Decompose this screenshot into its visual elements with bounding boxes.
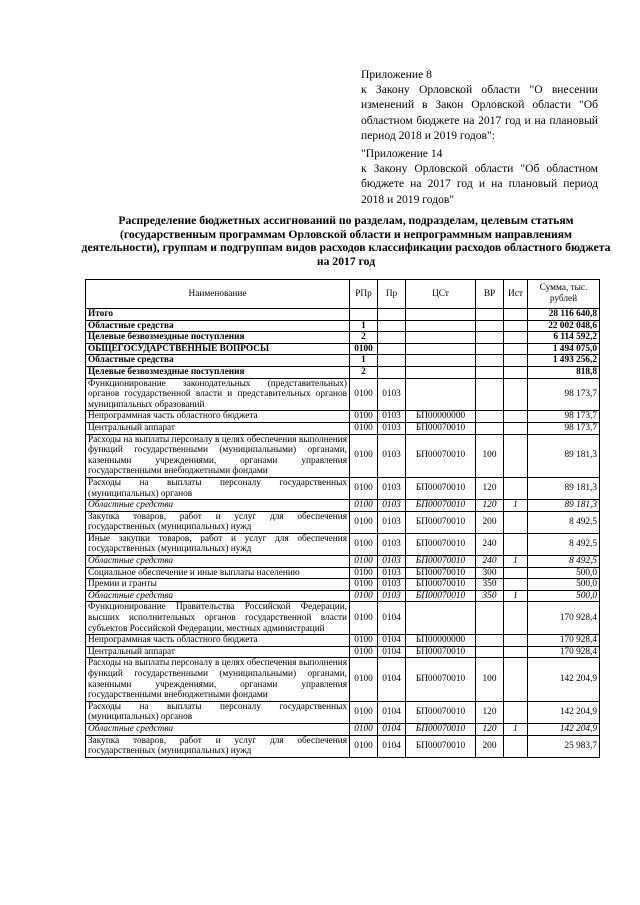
cell-sum: 28 116 640,8	[528, 309, 600, 321]
cell-ist: 1	[504, 590, 528, 602]
cell-vr: 100	[476, 434, 504, 477]
cell-cst	[406, 366, 476, 378]
cell-vr	[476, 646, 504, 658]
cell-cst: БП00070010	[406, 434, 476, 477]
cell-name: Закупка товаров, работ и услуг для обеспечения государственных (муниципальных) нужд	[86, 735, 350, 757]
cell-pr: 0103	[378, 422, 406, 434]
cell-sum: 818,8	[528, 366, 600, 378]
cell-rpr: 2	[350, 332, 378, 344]
table-row	[86, 635, 600, 647]
cell-rpr: 0100	[350, 579, 378, 591]
cell-name: Итого	[86, 309, 350, 321]
cell-ist	[504, 366, 528, 378]
cell-vr: 240	[476, 556, 504, 568]
table-row	[86, 332, 600, 344]
table-row	[86, 567, 600, 579]
cell-vr	[476, 602, 504, 635]
cell-ist: 1	[504, 500, 528, 512]
cell-pr: 0103	[378, 579, 406, 591]
cell-cst: БП00070010	[406, 723, 476, 735]
cell-sum: 500,0	[528, 579, 600, 591]
cell-cst: БП00070010	[406, 701, 476, 723]
cell-cst: БП00000000	[406, 635, 476, 647]
cell-sum: 142 204,9	[528, 701, 600, 723]
cell-sum: 6 114 592,2	[528, 332, 600, 344]
appendix-8-title: Приложение 8	[361, 68, 432, 81]
cell-vr: 120	[476, 723, 504, 735]
cell-sum: 22 002 048,6	[528, 320, 600, 332]
cell-vr	[476, 309, 504, 321]
cell-rpr: 0100	[350, 434, 378, 477]
cell-sum: 89 181,3	[528, 434, 600, 477]
cell-sum: 8 492,5	[528, 556, 600, 568]
cell-vr	[476, 320, 504, 332]
cell-cst	[406, 602, 476, 635]
cell-pr: 0104	[378, 701, 406, 723]
cell-vr: 300	[476, 567, 504, 579]
cell-pr: 0103	[378, 500, 406, 512]
cell-rpr: 0100	[350, 723, 378, 735]
cell-ist	[504, 343, 528, 355]
cell-pr	[378, 355, 406, 367]
cell-ist	[504, 320, 528, 332]
cell-vr	[476, 332, 504, 344]
table-row	[86, 355, 600, 367]
cell-ist	[504, 635, 528, 647]
cell-sum: 500,0	[528, 567, 600, 579]
cell-rpr: 0100	[350, 590, 378, 602]
cell-name: Целевые безвозмездные поступления	[86, 332, 350, 344]
col-header-ist: Ист	[504, 280, 528, 309]
cell-name: Целевые безвозмездные поступления	[86, 366, 350, 378]
cell-sum: 89 181,3	[528, 500, 600, 512]
cell-ist	[504, 658, 528, 701]
cell-vr	[476, 411, 504, 423]
cell-sum: 170 928,4	[528, 635, 600, 647]
cell-vr: 350	[476, 590, 504, 602]
cell-vr: 350	[476, 579, 504, 591]
cell-ist	[504, 735, 528, 757]
cell-sum: 142 204,9	[528, 658, 600, 701]
table-row	[86, 602, 600, 635]
cell-rpr: 0100	[350, 533, 378, 555]
cell-sum: 25 983,7	[528, 735, 600, 757]
cell-sum: 98 173,7	[528, 411, 600, 423]
appendix-14-header	[361, 146, 598, 207]
cell-rpr: 0100	[350, 378, 378, 411]
cell-pr: 0103	[378, 477, 406, 499]
budget-table	[85, 279, 600, 758]
table-row	[86, 658, 600, 701]
cell-cst: БП00070010	[406, 646, 476, 658]
cell-rpr: 2	[350, 366, 378, 378]
cell-name: Областные средства	[86, 556, 350, 568]
table-row	[86, 590, 600, 602]
cell-name: Центральный аппарат	[86, 646, 350, 658]
cell-rpr: 0100	[350, 567, 378, 579]
cell-pr: 0103	[378, 567, 406, 579]
table-row	[86, 422, 600, 434]
cell-cst	[406, 378, 476, 411]
cell-sum: 170 928,4	[528, 602, 600, 635]
cell-name: Расходы на выплаты персоналу в целях обеспечения выполнения функций государственными (муниципальными) органами, казенными учреждениями, органами управления государственными внебюджетными фондами	[86, 434, 350, 477]
cell-name: Закупка товаров, работ и услуг для обеспечения государственных (муниципальных) нужд	[86, 511, 350, 533]
cell-sum: 8 492,5	[528, 533, 600, 555]
cell-vr: 240	[476, 533, 504, 555]
cell-sum: 98 173,7	[528, 422, 600, 434]
col-header-name: Наименование	[86, 280, 350, 309]
cell-ist	[504, 422, 528, 434]
table-row	[86, 343, 600, 355]
document-title: Распределение бюджетных ассигнований по разделам, подразделам, целевым статьям (государственным программам Орловской области и непрограммным направлениям деятельности), группам и подгруппам видов расходов классификации расходов областного бюджета на 2017 год	[81, 214, 611, 268]
cell-name: Областные средства	[86, 590, 350, 602]
cell-pr: 0103	[378, 511, 406, 533]
cell-pr: 0103	[378, 533, 406, 555]
cell-ist	[504, 378, 528, 411]
cell-cst: БП00070010	[406, 735, 476, 757]
table-row	[86, 500, 600, 512]
cell-sum: 142 204,9	[528, 723, 600, 735]
table-row	[86, 309, 600, 321]
col-header-cst: ЦСт	[406, 280, 476, 309]
cell-cst	[406, 355, 476, 367]
cell-vr: 100	[476, 658, 504, 701]
cell-vr	[476, 343, 504, 355]
appendix-14-text: к Закону Орловской области "Об областном бюджете на 2017 год и на плановый период 2018 и 2019 годов"	[361, 162, 598, 206]
cell-pr	[378, 332, 406, 344]
cell-rpr: 0100	[350, 500, 378, 512]
col-header-rpr: РПр	[350, 280, 378, 309]
cell-name: Социальное обеспечение и иные выплаты населению	[86, 567, 350, 579]
cell-name: Областные средства	[86, 500, 350, 512]
cell-pr: 0103	[378, 590, 406, 602]
cell-cst: БП00070010	[406, 658, 476, 701]
cell-vr	[476, 355, 504, 367]
cell-rpr: 0100	[350, 422, 378, 434]
appendix-14-title: "Приложение 14	[361, 147, 443, 160]
cell-name: Центральный аппарат	[86, 422, 350, 434]
table-row	[86, 511, 600, 533]
cell-name: Функционирование Правительства Российской Федерации, высших исполнительных органов государственной власти субъектов Российской Федерации, местных администраций	[86, 602, 350, 635]
cell-pr: 0103	[378, 434, 406, 477]
cell-ist	[504, 533, 528, 555]
cell-vr	[476, 366, 504, 378]
cell-vr: 120	[476, 701, 504, 723]
cell-rpr: 0100	[350, 735, 378, 757]
cell-vr: 200	[476, 511, 504, 533]
cell-ist	[504, 477, 528, 499]
cell-pr: 0104	[378, 635, 406, 647]
cell-sum: 98 173,7	[528, 378, 600, 411]
table-row	[86, 434, 600, 477]
appendix-8-text: к Закону Орловской области "О внесении изменений в Закон Орловской области "Об областном бюджете на 2017 год и на плановый период 2018 и 2019 годов":	[361, 83, 598, 142]
cell-ist	[504, 332, 528, 344]
cell-cst: БП00070010	[406, 590, 476, 602]
cell-rpr: 0100	[350, 701, 378, 723]
cell-cst: БП00070010	[406, 422, 476, 434]
cell-rpr: 1	[350, 320, 378, 332]
cell-ist	[504, 511, 528, 533]
cell-name: ОБЩЕГОСУДАРСТВЕННЫЕ ВОПРОСЫ	[86, 343, 350, 355]
cell-ist: 1	[504, 723, 528, 735]
table-row	[86, 735, 600, 757]
cell-ist	[504, 411, 528, 423]
table-row	[86, 378, 600, 411]
cell-pr: 0104	[378, 602, 406, 635]
cell-name: Непрограммная часть областного бюджета	[86, 411, 350, 423]
cell-pr	[378, 343, 406, 355]
cell-sum: 170 928,4	[528, 646, 600, 658]
cell-vr	[476, 635, 504, 647]
table-row	[86, 320, 600, 332]
appendix-8-header	[361, 67, 598, 143]
cell-pr: 0104	[378, 735, 406, 757]
col-header-pr: Пр	[378, 280, 406, 309]
table-row	[86, 723, 600, 735]
cell-rpr: 0100	[350, 411, 378, 423]
cell-cst	[406, 309, 476, 321]
cell-rpr	[350, 309, 378, 321]
cell-name: Иные закупки товаров, работ и услуг для обеспечения государственных (муниципальных) нужд	[86, 533, 350, 555]
table-header-row	[86, 280, 600, 309]
cell-pr: 0104	[378, 723, 406, 735]
cell-name: Расходы на выплаты персоналу государственных (муниципальных) органов	[86, 477, 350, 499]
cell-name: Премии и гранты	[86, 579, 350, 591]
cell-pr: 0104	[378, 646, 406, 658]
cell-ist	[504, 434, 528, 477]
cell-cst: БП00070010	[406, 579, 476, 591]
cell-ist	[504, 355, 528, 367]
cell-cst: БП00000000	[406, 411, 476, 423]
cell-rpr: 0100	[350, 511, 378, 533]
cell-rpr: 0100	[350, 477, 378, 499]
cell-name: Непрограммная часть областного бюджета	[86, 635, 350, 647]
cell-ist: 1	[504, 556, 528, 568]
cell-pr	[378, 309, 406, 321]
cell-cst	[406, 332, 476, 344]
cell-ist	[504, 701, 528, 723]
cell-sum: 500,0	[528, 590, 600, 602]
cell-vr: 120	[476, 500, 504, 512]
cell-name: Областные средства	[86, 320, 350, 332]
cell-pr: 0104	[378, 658, 406, 701]
cell-name: Функционирование законодательных (представительных) органов государственной власти и представительных органов муниципальных образований	[86, 378, 350, 411]
cell-name: Расходы на выплаты персоналу государственных (муниципальных) органов	[86, 701, 350, 723]
cell-sum: 89 181,3	[528, 477, 600, 499]
cell-name: Расходы на выплаты персоналу в целях обеспечения выполнения функций государственными (муниципальными) органами, казенными учреждениями, органами управления государственными внебюджетными фондами	[86, 658, 350, 701]
table-row	[86, 579, 600, 591]
cell-rpr: 0100	[350, 635, 378, 647]
cell-cst: БП00070010	[406, 567, 476, 579]
cell-cst: БП00070010	[406, 533, 476, 555]
cell-pr	[378, 320, 406, 332]
cell-cst	[406, 320, 476, 332]
cell-rpr: 1	[350, 355, 378, 367]
cell-ist	[504, 579, 528, 591]
table-row	[86, 701, 600, 723]
cell-rpr: 0100	[350, 602, 378, 635]
cell-sum: 1 494 075,0	[528, 343, 600, 355]
col-header-sum: Сумма, тыс. рублей	[528, 280, 600, 309]
table-row	[86, 533, 600, 555]
cell-name: Областные средства	[86, 723, 350, 735]
cell-vr: 200	[476, 735, 504, 757]
cell-vr: 120	[476, 477, 504, 499]
cell-vr	[476, 422, 504, 434]
cell-pr: 0103	[378, 556, 406, 568]
cell-rpr: 0100	[350, 343, 378, 355]
table-row	[86, 646, 600, 658]
cell-cst: БП00070010	[406, 556, 476, 568]
cell-pr: 0103	[378, 378, 406, 411]
cell-cst: БП00070010	[406, 477, 476, 499]
cell-ist	[504, 309, 528, 321]
cell-cst: БП00070010	[406, 511, 476, 533]
cell-ist	[504, 646, 528, 658]
col-header-vr: ВР	[476, 280, 504, 309]
table-row	[86, 556, 600, 568]
cell-rpr: 0100	[350, 646, 378, 658]
table-row	[86, 477, 600, 499]
cell-pr: 0103	[378, 411, 406, 423]
cell-ist	[504, 567, 528, 579]
cell-ist	[504, 602, 528, 635]
cell-cst	[406, 343, 476, 355]
table-row	[86, 411, 600, 423]
cell-name: Областные средства	[86, 355, 350, 367]
cell-sum: 8 492,5	[528, 511, 600, 533]
cell-rpr: 0100	[350, 658, 378, 701]
cell-vr	[476, 378, 504, 411]
cell-rpr: 0100	[350, 556, 378, 568]
cell-pr	[378, 366, 406, 378]
cell-cst: БП00070010	[406, 500, 476, 512]
table-body	[86, 309, 600, 758]
table-row	[86, 366, 600, 378]
cell-sum: 1 493 256,2	[528, 355, 600, 367]
